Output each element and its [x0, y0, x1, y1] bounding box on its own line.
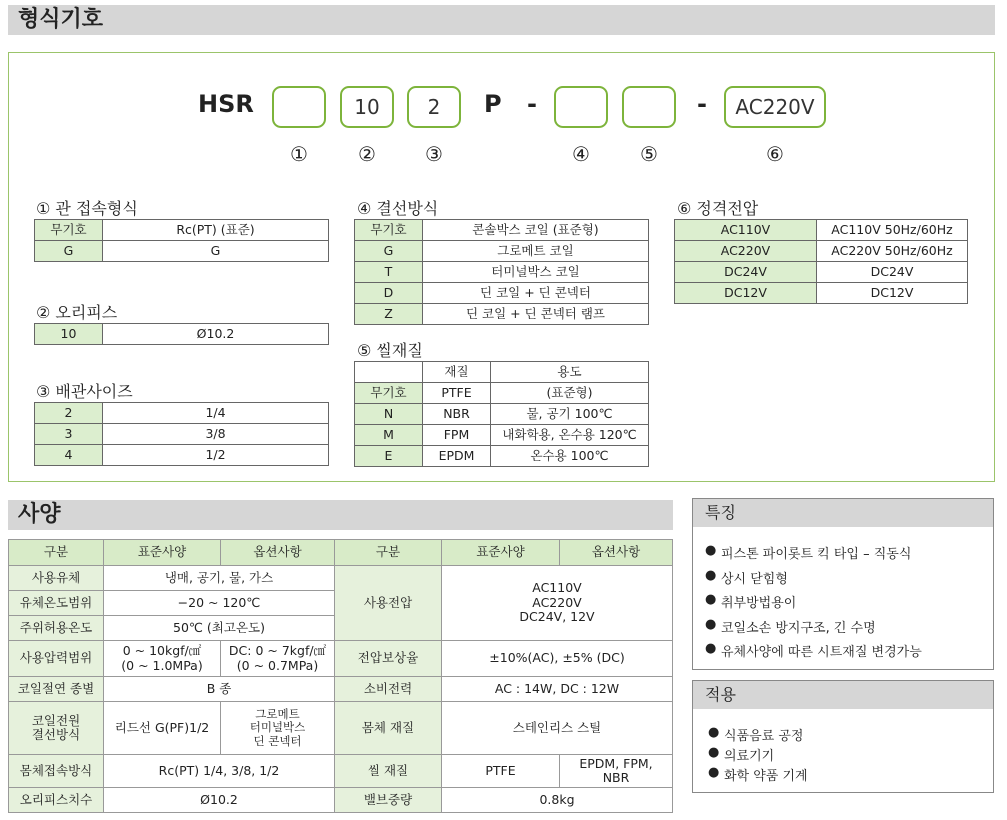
spec-label: 주위허용온도 [9, 616, 104, 641]
pipe-size-table [34, 402, 329, 466]
bullet-icon: ● [705, 592, 717, 607]
spec-value [221, 702, 335, 755]
spec-value: 리드선 G(PF)1/2 [104, 702, 221, 755]
wiring-desc: 딘 코일 + 딘 콘넥터 램프 [423, 304, 649, 325]
spec-value: 스테인리스 스틸 [442, 702, 673, 755]
spec-value: 50℃ (최고온도) [104, 616, 335, 641]
feature-text: 피스톤 파이롯트 킥 타입 – 직동식 [721, 547, 912, 562]
spec-value: AC : 14W, DC : 12W [442, 677, 673, 702]
spec-pressure-opt: (0 ~ 0.7MPa) [236, 657, 319, 673]
spec-value [442, 566, 673, 641]
voltage-code: DC24V [675, 262, 817, 283]
feature-text: 코일소손 방지구조, 긴 수명 [721, 620, 876, 636]
code-letter-p: P [484, 90, 502, 118]
spec-pressure-std: (0 ~ 1.0MPa) [121, 657, 203, 673]
orifice-row-code: 10 [35, 324, 103, 345]
seal-material: EPDM [423, 446, 491, 467]
spec-label: 코일절연 종별 [9, 677, 104, 702]
connection-row-code: G [35, 241, 103, 262]
wiring-code: T [355, 262, 423, 283]
voltage-desc: DC12V [817, 283, 968, 304]
spec-value: PTFE [442, 755, 560, 788]
orifice-title: ② 오리피스 [36, 303, 118, 322]
seal-material: PTFE [423, 383, 491, 404]
seal-code: M [355, 425, 423, 446]
type-code-section-title: 형식기호 [8, 5, 995, 35]
model-code-prefix: HSR [198, 90, 254, 118]
pipe-size-value: 3/8 [103, 424, 329, 445]
spec-seal-opt: NBR [602, 770, 630, 785]
list-item [708, 745, 993, 765]
seal-header-usage: 용도 [491, 362, 649, 383]
code-number-2: ② [358, 142, 376, 166]
code-slot-6: AC220V [724, 86, 826, 128]
application-text: 화학 약품 기계 [724, 769, 808, 784]
code-slot-4 [554, 86, 608, 128]
application-text: 식품음료 공정 [724, 729, 804, 744]
code-number-4: ④ [572, 142, 590, 166]
spec-header: 옵션사항 [560, 540, 673, 566]
seal-usage: 온수용 100℃ [491, 446, 649, 467]
seal-usage: (표준형) [491, 383, 649, 404]
code-slot-2: 10 [340, 86, 394, 128]
spec-label [9, 702, 104, 755]
wiring-desc: 콘솔박스 코일 (표준형) [423, 220, 649, 241]
spec-value: −20 ~ 120℃ [104, 591, 335, 616]
orifice-row-value: Ø10.2 [103, 324, 329, 345]
code-number-3: ③ [425, 142, 443, 166]
spec-label: 몸체 재질 [335, 702, 442, 755]
pipe-size-code: 3 [35, 424, 103, 445]
spec-value: ±10%(AC), ±5% (DC) [442, 641, 673, 677]
pipe-size-code: 4 [35, 445, 103, 466]
features-list [693, 543, 993, 666]
bullet-icon: ● [708, 745, 720, 760]
wiring-desc: 딘 코일 + 딘 콘넥터 [423, 283, 649, 304]
applications-title: 적용 [693, 681, 993, 709]
list-item [705, 641, 993, 666]
features-title: 특징 [693, 499, 993, 527]
application-text: 의료기기 [724, 749, 775, 764]
spec-label: 전압보상율 [335, 641, 442, 677]
applications-panel [692, 680, 994, 793]
seal-usage: 물, 공기 100℃ [491, 404, 649, 425]
spec-label: 소비전력 [335, 677, 442, 702]
code-slot-1 [272, 86, 326, 128]
bullet-icon: ● [705, 543, 717, 558]
spec-header: 구분 [9, 540, 104, 566]
connection-title: ① 관 접속형식 [36, 199, 138, 218]
spec-pressure-std: 0 ~ 10kgf/㎠ [122, 643, 202, 659]
spec-label: 씰 재질 [335, 755, 442, 788]
pipe-size-value: 1/4 [103, 403, 329, 424]
seal-header-blank [355, 362, 423, 383]
code-number-1: ① [290, 142, 308, 166]
pipe-size-value: 1/2 [103, 445, 329, 466]
code-number-5: ⑤ [640, 142, 658, 166]
wiring-title: ④ 결선방식 [357, 199, 439, 218]
spec-label: 사용압력범위 [9, 641, 104, 677]
connection-header-desc: Rc(PT) (표준) [103, 220, 329, 241]
spec-table [8, 539, 673, 813]
code-dash-1: - [527, 90, 537, 118]
pipe-size-title: ③ 배관사이즈 [36, 382, 133, 401]
code-slot-3: 2 [407, 86, 461, 128]
list-item [705, 543, 993, 568]
spec-label: 몸체접속방식 [9, 755, 104, 788]
list-item [708, 725, 993, 745]
spec-value: 0.8kg [442, 788, 673, 813]
connection-row-desc: G [103, 241, 329, 262]
list-item [708, 765, 993, 785]
spec-coil-opt: 터미널박스 [249, 720, 306, 735]
seal-code: 무기호 [355, 383, 423, 404]
seal-material: FPM [423, 425, 491, 446]
voltage-desc: DC24V [817, 262, 968, 283]
feature-text: 유체사양에 따른 시트재질 변경가능 [721, 645, 922, 660]
wiring-desc: 그로메트 코일 [423, 241, 649, 262]
spec-label: 사용전압 [335, 566, 442, 641]
wiring-code: 무기호 [355, 220, 423, 241]
spec-value [104, 641, 221, 677]
spec-header: 옵션사항 [221, 540, 335, 566]
spec-value: 냉매, 공기, 물, 가스 [104, 566, 335, 591]
spec-value: Rc(PT) 1/4, 3/8, 1/2 [104, 755, 335, 788]
code-dash-2: - [697, 90, 707, 118]
connection-table [34, 219, 329, 262]
wiring-code: D [355, 283, 423, 304]
bullet-icon: ● [708, 725, 720, 740]
voltage-table [674, 219, 968, 304]
spec-value: B 종 [104, 677, 335, 702]
spec-label: 사용유체 [9, 566, 104, 591]
spec-voltage-line: DC24V, 12V [519, 609, 595, 625]
bullet-icon: ● [705, 616, 717, 632]
spec-section-title: 사양 [8, 500, 673, 530]
spec-coil-label: 코일전원 [31, 712, 81, 728]
code-number-6: ⑥ [766, 142, 784, 166]
feature-text: 상시 닫힘형 [721, 571, 788, 587]
voltage-code: DC12V [675, 283, 817, 304]
seal-usage: 내화학용, 온수용 120℃ [491, 425, 649, 446]
spec-header: 표준사양 [442, 540, 560, 566]
voltage-code: AC220V [675, 241, 817, 262]
wiring-code: G [355, 241, 423, 262]
spec-pressure-opt: DC: 0 ~ 7kgf/㎠ [228, 643, 327, 659]
list-item [705, 568, 993, 593]
spec-voltage-line: AC220V [532, 594, 582, 610]
spec-value [221, 641, 335, 677]
seal-header-material: 재질 [423, 362, 491, 383]
spec-coil-label: 결선방식 [31, 727, 81, 742]
list-item [705, 617, 993, 642]
spec-label: 유체온도범위 [9, 591, 104, 616]
wiring-desc: 터미널박스 코일 [423, 262, 649, 283]
spec-coil-opt: 딘 콘넥터 [253, 733, 302, 748]
list-item [705, 592, 993, 617]
seal-code: E [355, 446, 423, 467]
voltage-desc: AC110V 50Hz/60Hz [817, 220, 968, 241]
seal-material: NBR [423, 404, 491, 425]
bullet-icon: ● [708, 765, 720, 780]
spec-header: 표준사양 [104, 540, 221, 566]
spec-seal-opt: EPDM, FPM, [579, 755, 653, 771]
wiring-table [354, 219, 649, 325]
voltage-code: AC110V [675, 220, 817, 241]
voltage-desc: AC220V 50Hz/60Hz [817, 241, 968, 262]
applications-list [693, 725, 993, 785]
seal-table [354, 361, 649, 467]
spec-value [560, 755, 673, 788]
pipe-size-code: 2 [35, 403, 103, 424]
spec-label: 오리피스치수 [9, 788, 104, 813]
spec-voltage-line: AC110V [532, 580, 582, 596]
spec-label: 밸브중량 [335, 788, 442, 813]
spec-coil-opt: 그로메트 [255, 707, 300, 722]
connection-header-code: 무기호 [35, 220, 103, 241]
features-panel [692, 498, 994, 670]
code-slot-5 [622, 86, 676, 128]
seal-title: ⑤ 씰재질 [357, 341, 423, 360]
voltage-title: ⑥ 정격전압 [677, 199, 759, 218]
spec-value: Ø10.2 [104, 788, 335, 813]
bullet-icon: ● [705, 641, 717, 656]
seal-code: N [355, 404, 423, 425]
bullet-icon: ● [705, 567, 717, 583]
spec-header: 구분 [335, 540, 442, 566]
orifice-table [34, 323, 329, 345]
wiring-code: Z [355, 304, 423, 325]
feature-text: 취부방법용이 [721, 596, 797, 611]
